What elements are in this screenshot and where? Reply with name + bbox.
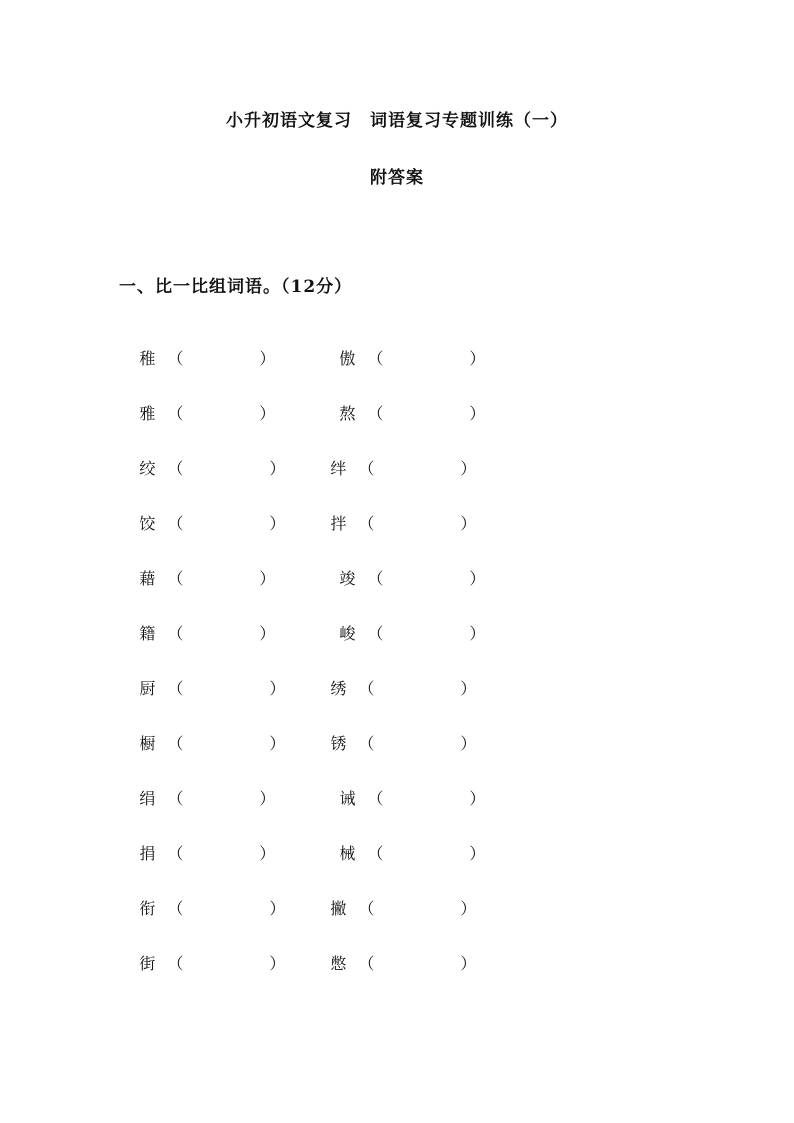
left-item	[119, 657, 285, 718]
open-paren: （	[167, 844, 184, 863]
left-char: 饺	[139, 514, 156, 533]
close-paren: ）	[269, 679, 286, 698]
open-paren: （	[358, 679, 375, 698]
document-subtitle: 附答案	[370, 168, 424, 188]
left-item	[119, 767, 275, 828]
left-char: 绢	[139, 789, 156, 808]
word-row	[0, 327, 794, 368]
word-row	[0, 932, 794, 973]
open-paren: （	[367, 569, 384, 588]
word-row	[0, 767, 794, 808]
left-item	[119, 382, 275, 443]
right-item	[319, 822, 485, 883]
close-paren: ）	[460, 679, 477, 698]
close-paren: ）	[269, 899, 286, 918]
close-paren: ）	[469, 569, 486, 588]
right-item	[310, 712, 476, 773]
open-paren: （	[167, 514, 184, 533]
right-item	[310, 657, 476, 718]
open-paren: （	[358, 954, 375, 973]
close-paren: ）	[259, 844, 276, 863]
word-row	[0, 382, 794, 423]
close-paren: ）	[460, 954, 477, 973]
word-row	[0, 602, 794, 643]
left-char: 藉	[139, 569, 156, 588]
right-item	[319, 327, 485, 388]
right-char: 诫	[339, 789, 356, 808]
word-row	[0, 877, 794, 918]
open-paren: （	[167, 789, 184, 808]
close-paren: ）	[269, 954, 286, 973]
right-char: 械	[339, 844, 356, 863]
left-char: 籍	[139, 624, 156, 643]
right-item	[310, 437, 476, 498]
left-char: 街	[139, 954, 156, 973]
right-char: 绊	[330, 459, 347, 478]
open-paren: （	[367, 789, 384, 808]
open-paren: （	[167, 404, 184, 423]
open-paren: （	[167, 349, 184, 368]
open-paren: （	[167, 459, 184, 478]
left-char: 绞	[139, 459, 156, 478]
left-char: 厨	[139, 679, 156, 698]
open-paren: （	[358, 459, 375, 478]
section-heading: 一、比一比组词语。（12分）	[119, 277, 353, 297]
close-paren: ）	[460, 899, 477, 918]
open-paren: （	[167, 734, 184, 753]
left-item	[119, 437, 285, 498]
word-row	[0, 657, 794, 698]
close-paren: ）	[460, 459, 477, 478]
right-item	[319, 547, 485, 608]
right-char: 撇	[330, 899, 347, 918]
word-row	[0, 492, 794, 533]
left-item	[119, 877, 285, 938]
right-char: 峻	[339, 624, 356, 643]
right-item	[310, 877, 476, 938]
open-paren: （	[167, 569, 184, 588]
open-paren: （	[358, 899, 375, 918]
right-char: 熬	[339, 404, 356, 423]
left-char: 橱	[139, 734, 156, 753]
close-paren: ）	[469, 844, 486, 863]
right-item	[319, 382, 485, 443]
right-char: 傲	[339, 349, 356, 368]
close-paren: ）	[259, 789, 276, 808]
left-char: 衔	[139, 899, 156, 918]
right-char: 竣	[339, 569, 356, 588]
open-paren: （	[358, 514, 375, 533]
word-row	[0, 547, 794, 588]
close-paren: ）	[259, 404, 276, 423]
right-item	[310, 932, 476, 993]
close-paren: ）	[460, 734, 477, 753]
close-paren: ）	[469, 349, 486, 368]
left-item	[119, 712, 285, 773]
left-item	[119, 547, 275, 608]
right-char: 憋	[330, 954, 347, 973]
word-row	[0, 822, 794, 863]
open-paren: （	[367, 404, 384, 423]
left-item	[119, 822, 275, 883]
close-paren: ）	[460, 514, 477, 533]
document-title: 小升初语文复习 词语复习专题训练（一）	[226, 111, 568, 131]
open-paren: （	[167, 954, 184, 973]
word-row	[0, 437, 794, 478]
open-paren: （	[167, 624, 184, 643]
word-row	[0, 712, 794, 753]
close-paren: ）	[469, 789, 486, 808]
open-paren: （	[367, 844, 384, 863]
left-char: 稚	[139, 349, 156, 368]
left-item	[119, 932, 285, 993]
left-item	[119, 602, 275, 663]
right-item	[310, 492, 476, 553]
close-paren: ）	[469, 404, 486, 423]
close-paren: ）	[269, 514, 286, 533]
left-item	[119, 492, 285, 553]
right-char: 拌	[330, 514, 347, 533]
left-char: 雅	[139, 404, 156, 423]
left-char: 捐	[139, 844, 156, 863]
open-paren: （	[167, 899, 184, 918]
close-paren: ）	[259, 624, 276, 643]
open-paren: （	[358, 734, 375, 753]
close-paren: ）	[269, 459, 286, 478]
close-paren: ）	[269, 734, 286, 753]
left-item	[119, 327, 275, 388]
right-char: 锈	[330, 734, 347, 753]
open-paren: （	[367, 624, 384, 643]
right-item	[319, 767, 485, 828]
open-paren: （	[367, 349, 384, 368]
right-item	[319, 602, 485, 663]
close-paren: ）	[469, 624, 486, 643]
open-paren: （	[167, 679, 184, 698]
close-paren: ）	[259, 349, 276, 368]
close-paren: ）	[259, 569, 276, 588]
right-char: 绣	[330, 679, 347, 698]
